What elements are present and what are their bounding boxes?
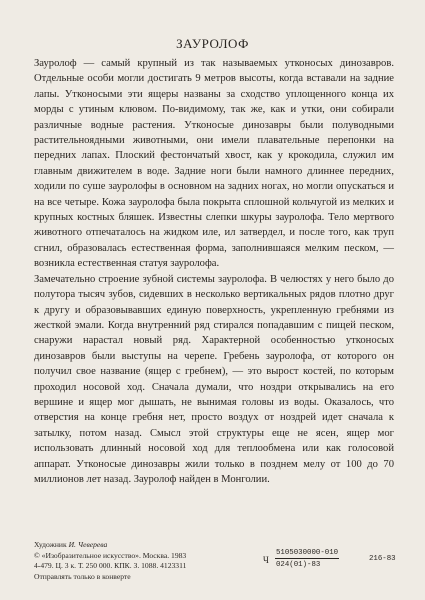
- code-numerator: 5105030000-010: [276, 549, 339, 557]
- print-info-line: 4-479. Ц. 3 к. Т. 250 000. КПК. З. 1088. 4123311: [34, 561, 187, 571]
- copyright-line: © «Изобразительное искусство». Москва. 1983: [34, 550, 187, 560]
- artist-label: Художник: [34, 540, 67, 549]
- code-fraction: [275, 549, 339, 569]
- code-denominator: 024(01)-83: [276, 561, 321, 569]
- paragraph-2: Замечательно строение зубной системы зауролофа. В челюстях у него было до полутора тысяч зубов, сидевших в несколько вертикальных рядов плотно друг к другу и образовывавших единую поверхность, укрепленную гребнями из жесткой эмали. Когда внутренний ряд стирался попадавшим с пищей песком, снаружи нарастал новый ряд. Характерной особенностью утконосых динозавров были выступы на черепе. Гребень зауролофа, от которого он получил свое название (ящер с гребнем), — это вырост костей, по которым проходил носовой ход. Сначала думали, что ноздри открывались на его вершине и ящер мог дышать, не вынимая головы из воды. Оказалось, что отверстия на конце гребня нет, просто воздух от ноздрей идет сначала к затылку, потом назад. Смысл этой структуры еще не ясен, ящер мог использовать длинный носовой ход для теплообмена или как голосовой аппарат. Утконосые динозавры жили только в позднем мелу от 100 до 70 миллионов лет назад. Зауролоф найден в Монголии.: [34, 273, 394, 485]
- code-tail: 216-83: [369, 555, 396, 563]
- imprint: [34, 540, 186, 582]
- paragraph-1: Зауролоф — самый крупный из так называемых утконосых динозавров. Отдельные особи могли достигать 9 метров высоты, когда вставали на задние лапы. Утконосыми эти ящеры названы за сходство уплощенного конца их морды с утиным клювом. По-видимому, так же, как и утки, они собирали различные водные растения. Утконосые динозавры были полуводными растительноядными животными, они имели плавательные перепонки на передних лапах. Плоский фестончатый хвост, как у крокодила, служил им главным движителем в воде. Задние ноги были намного длиннее передних, ходили по суше зауролофы в основном на задних ногах, но могли опускаться и на все четыре. Кожа зауролофа была покрыта сплошной кольчугой из мелких и крупных костных бляшек. Известны слепки шкуры зауролофа. Тело мертвого животного отпечаталось на жидком иле, ил затвердел, и после того, как труп сгнил, образовалась естественная форма, заполнившаяся мелким песком, — возникла естественная статуя зауролофа.: [34, 58, 394, 270]
- artist-name: И. Чеверева: [68, 540, 108, 549]
- article-body: [34, 56, 394, 487]
- artist-credit: [34, 540, 186, 551]
- page-title: ЗАУРОЛОФ: [176, 36, 249, 51]
- code-letter: Ч: [263, 555, 269, 565]
- mailing-note: Отправлять только в конверте: [34, 571, 131, 581]
